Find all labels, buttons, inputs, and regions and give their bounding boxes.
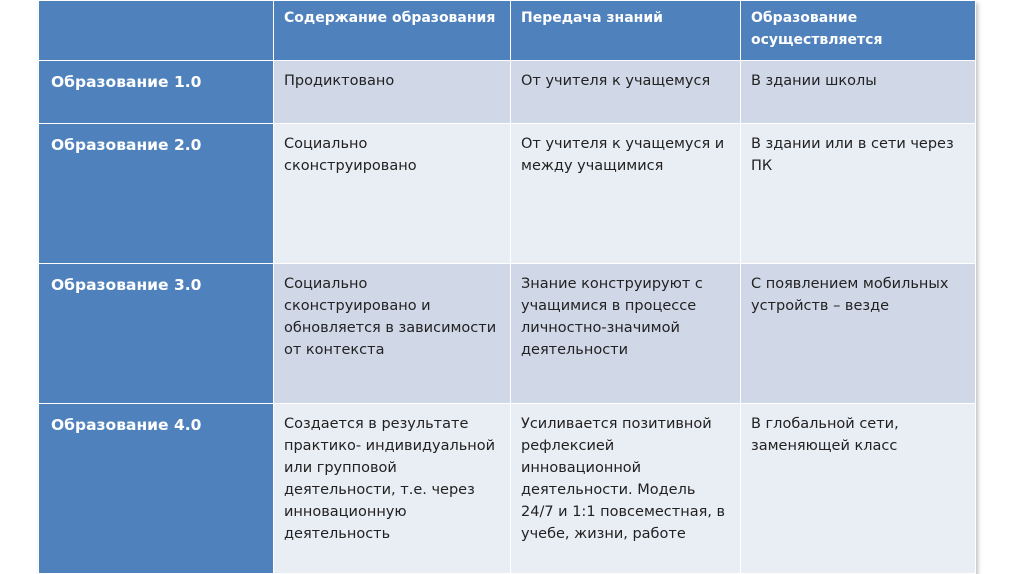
content-cell: Социально сконструировано [274, 124, 511, 264]
location-cell: В здании или в сети через ПК [741, 124, 976, 264]
header-content: Содержание образования [274, 1, 511, 61]
education-comparison-table [38, 0, 976, 574]
header-location: Образование осуществляется [741, 1, 976, 61]
row-label: Образование 1.0 [39, 61, 274, 124]
content-cell: Продиктовано [274, 61, 511, 124]
content-cell: Создается в результате практико- индивидуальной или групповой деятельности, т.е. через инновационную деятельность [274, 404, 511, 574]
table-row [39, 124, 976, 264]
transfer-cell: Знание конструируют с учащимися в процессе личностно-значимой деятельности [511, 264, 741, 404]
location-cell: В здании школы [741, 61, 976, 124]
table-row [39, 404, 976, 574]
table-header-row [39, 1, 976, 61]
table-row [39, 61, 976, 124]
transfer-cell: Усиливается позитивной рефлексией инновационной деятельности. Модель 24/7 и 1:1 повсеместная, в учебе, жизни, работе [511, 404, 741, 574]
location-cell: С появлением мобильных устройств – везде [741, 264, 976, 404]
header-corner-cell [39, 1, 274, 61]
location-cell: В глобальной сети, заменяющей класс [741, 404, 976, 574]
row-label: Образование 3.0 [39, 264, 274, 404]
transfer-cell: От учителя к учащемуся [511, 61, 741, 124]
header-transfer: Передача знаний [511, 1, 741, 61]
row-label: Образование 4.0 [39, 404, 274, 574]
content-cell: Социально сконструировано и обновляется в зависимости от контекста [274, 264, 511, 404]
row-label: Образование 2.0 [39, 124, 274, 264]
table-row [39, 264, 976, 404]
transfer-cell: От учителя к учащемуся и между учащимися [511, 124, 741, 264]
